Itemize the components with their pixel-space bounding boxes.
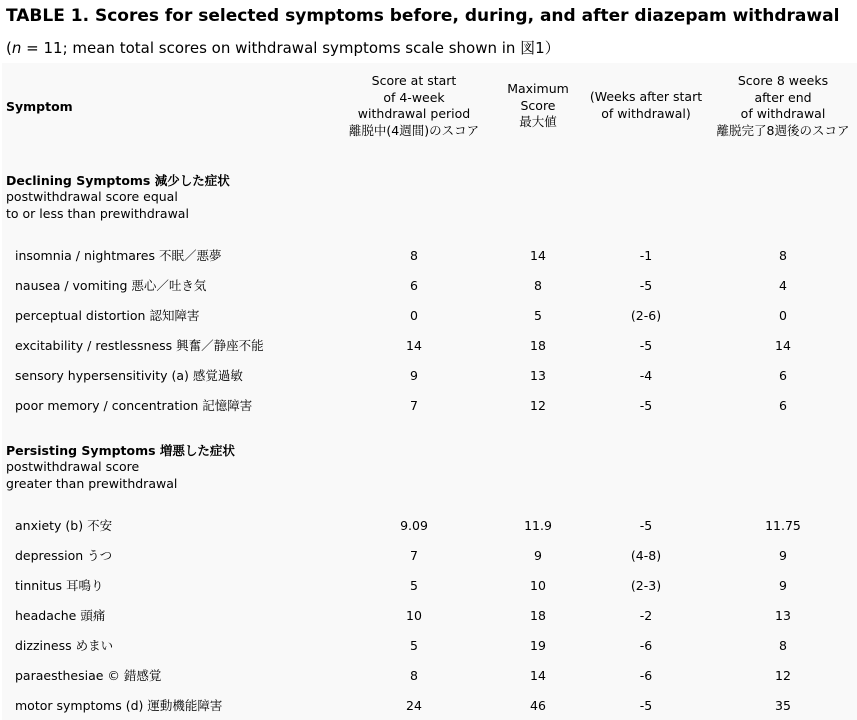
end-score: 8 bbox=[779, 248, 787, 263]
max-score: 46 bbox=[530, 698, 546, 713]
start-score: 10 bbox=[406, 608, 422, 623]
start-score: 8 bbox=[410, 248, 418, 263]
section-desc-persisting bbox=[6, 458, 177, 492]
max-score: 5 bbox=[534, 308, 542, 323]
max-score: 19 bbox=[530, 638, 546, 653]
table-row bbox=[0, 545, 857, 567]
symptom-name: paraesthesiae © 錯感覚 bbox=[15, 668, 162, 683]
start-score: 7 bbox=[410, 548, 418, 563]
max-score: 13 bbox=[530, 368, 546, 383]
symptom-name: insomnia / nightmares 不眠／悪夢 bbox=[15, 248, 222, 263]
header-max-line: Maximum bbox=[507, 81, 569, 96]
start-score: 0 bbox=[410, 308, 418, 323]
start-score: 24 bbox=[406, 698, 422, 713]
header-symptom: Symptom bbox=[6, 99, 73, 114]
end-score: 12 bbox=[775, 668, 791, 683]
end-score: 35 bbox=[775, 698, 791, 713]
symptom-name: sensory hypersensitivity (a) 感覚過敏 bbox=[15, 368, 243, 383]
section-desc-line: postwithdrawal score bbox=[6, 459, 140, 474]
section-desc-line: postwithdrawal score equal bbox=[6, 189, 178, 204]
start-score: 7 bbox=[410, 398, 418, 413]
weeks-after: (2-3) bbox=[630, 578, 662, 593]
weeks-after: (2-6) bbox=[630, 308, 662, 323]
header-weeks-line: of withdrawal) bbox=[601, 105, 691, 121]
header-end-line: 離脱完了8週後のスコア bbox=[716, 122, 850, 138]
symptom-name: headache 頭痛 bbox=[15, 608, 106, 623]
subtitle-prefix: ( bbox=[6, 39, 12, 57]
table-title: TABLE 1. Scores for selected symptoms before, during, and after diazepam withdrawal bbox=[6, 6, 840, 26]
symptom-name: dizziness めまい bbox=[15, 638, 114, 653]
symptom-name: perceptual distortion 認知障害 bbox=[15, 308, 200, 323]
symptom-name: nausea / vomiting 悪心／吐き気 bbox=[15, 278, 207, 293]
symptom-name: depression うつ bbox=[15, 548, 113, 563]
header-end-line: after end bbox=[754, 89, 812, 105]
table-row bbox=[0, 365, 857, 387]
weeks-after: -5 bbox=[639, 518, 653, 533]
end-score: 9 bbox=[779, 578, 787, 593]
section-desc-line: to or less than prewithdrawal bbox=[6, 206, 189, 221]
weeks-after: -1 bbox=[639, 248, 653, 263]
start-score: 9 bbox=[410, 368, 418, 383]
header-max-line: Score bbox=[520, 97, 556, 113]
header-end-line: Score 8 weeks bbox=[737, 73, 829, 88]
end-score: 9 bbox=[779, 548, 787, 563]
end-score: 0 bbox=[779, 308, 787, 323]
table-row bbox=[0, 515, 857, 537]
max-score: 18 bbox=[530, 338, 546, 353]
max-score: 11.9 bbox=[524, 518, 552, 533]
table-row bbox=[0, 665, 857, 687]
symptom-name: anxiety (b) 不安 bbox=[15, 518, 113, 533]
symptom-name: tinnitus 耳鳴り bbox=[15, 578, 104, 593]
max-score: 14 bbox=[530, 248, 546, 263]
weeks-after: -5 bbox=[639, 338, 653, 353]
header-start-line: Score at start bbox=[371, 73, 457, 88]
section-desc-declining bbox=[6, 188, 189, 222]
weeks-after: -5 bbox=[639, 398, 653, 413]
end-score: 6 bbox=[779, 368, 787, 383]
header-start-score bbox=[334, 73, 494, 139]
weeks-after: -6 bbox=[639, 638, 653, 653]
start-score: 9.09 bbox=[400, 518, 428, 533]
start-score: 8 bbox=[410, 668, 418, 683]
header-weeks-line: (Weeks after start bbox=[589, 89, 703, 104]
max-score: 8 bbox=[534, 278, 542, 293]
start-score: 5 bbox=[410, 638, 418, 653]
max-score: 14 bbox=[530, 668, 546, 683]
weeks-after: -6 bbox=[639, 668, 653, 683]
table-row bbox=[0, 305, 857, 327]
max-score: 10 bbox=[530, 578, 546, 593]
table-row bbox=[0, 245, 857, 267]
table-row bbox=[0, 335, 857, 357]
section-desc-line: greater than prewithdrawal bbox=[6, 476, 178, 491]
end-score: 14 bbox=[775, 338, 791, 353]
start-score: 14 bbox=[406, 338, 422, 353]
header-start-line: withdrawal period bbox=[357, 106, 471, 121]
weeks-after: -2 bbox=[639, 608, 653, 623]
table-row bbox=[0, 695, 857, 717]
table-row bbox=[0, 275, 857, 297]
start-score: 5 bbox=[410, 578, 418, 593]
end-score: 6 bbox=[779, 398, 787, 413]
header-max-line: 最大値 bbox=[519, 114, 557, 129]
section-title-declining: Declining Symptoms 減少した症状 bbox=[6, 173, 230, 188]
table-row bbox=[0, 635, 857, 657]
weeks-after: (4-8) bbox=[630, 548, 662, 563]
table-row bbox=[0, 575, 857, 597]
weeks-after: -5 bbox=[639, 278, 653, 293]
symptom-name: poor memory / concentration 記憶障害 bbox=[15, 398, 253, 413]
max-score: 9 bbox=[534, 548, 542, 563]
start-score: 6 bbox=[410, 278, 418, 293]
symptom-name: excitability / restlessness 興奮／静座不能 bbox=[15, 338, 264, 353]
weeks-after: -4 bbox=[639, 368, 653, 383]
section-title-persisting: Persisting Symptoms 増悪した症状 bbox=[6, 443, 235, 458]
max-score: 18 bbox=[530, 608, 546, 623]
header-start-line: of 4-week bbox=[383, 89, 445, 105]
end-score: 4 bbox=[779, 278, 787, 293]
table-row bbox=[0, 395, 857, 417]
symptom-name: motor symptoms (d) 運動機能障害 bbox=[15, 698, 223, 713]
header-end-line: of withdrawal bbox=[740, 106, 826, 121]
header-max-score bbox=[498, 81, 578, 131]
table-subtitle bbox=[6, 37, 560, 58]
end-score: 8 bbox=[779, 638, 787, 653]
table-row bbox=[0, 605, 857, 627]
header-weeks bbox=[583, 89, 709, 122]
header-start-line: 離脱中(4週間)のスコア bbox=[348, 122, 480, 138]
end-score: 13 bbox=[775, 608, 791, 623]
max-score: 12 bbox=[530, 398, 546, 413]
subtitle-n: n bbox=[11, 39, 22, 57]
header-end-score bbox=[713, 73, 853, 139]
end-score: 11.75 bbox=[765, 518, 801, 533]
weeks-after: -5 bbox=[639, 698, 653, 713]
subtitle-rest: = 11; mean total scores on withdrawal symptoms scale shown in 図1） bbox=[21, 39, 560, 57]
